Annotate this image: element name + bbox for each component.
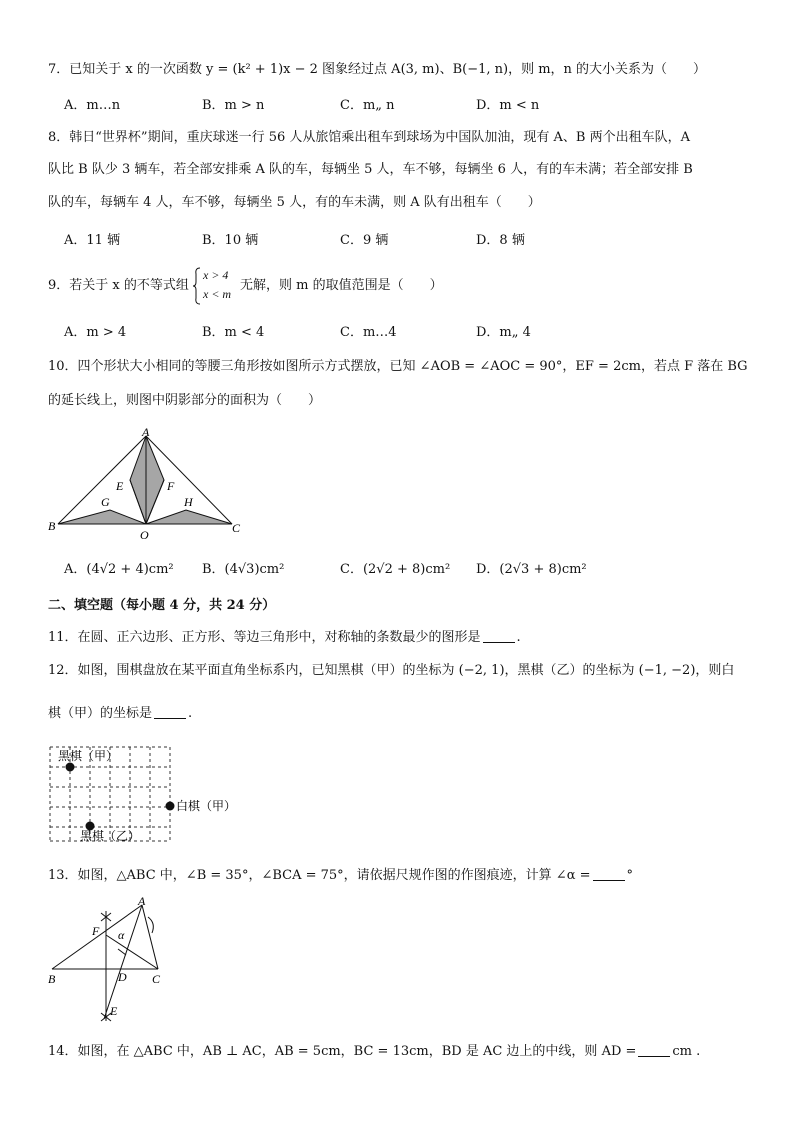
q12-go-board-figure bbox=[48, 744, 248, 844]
label-c: C bbox=[232, 521, 241, 535]
q10-option-c: C．(2√2 + 8)cm² bbox=[340, 562, 451, 577]
q9-prefix: 9．若关于 x 的不等式组 bbox=[48, 278, 189, 293]
label-o: O bbox=[140, 528, 149, 542]
q12-answer-blank bbox=[154, 704, 186, 719]
label-d: D bbox=[118, 970, 127, 984]
label-h: H bbox=[184, 495, 193, 509]
q8-option-d: D．8 辆 bbox=[476, 233, 525, 248]
q13-answer-blank bbox=[593, 866, 625, 881]
left-brace-icon bbox=[192, 266, 202, 306]
q14-text: 14．如图，在 △ABC 中，AB ⊥ AC，AB = 5cm，BC = 13cm，BD 是 AC 边上的中线，则 AD = bbox=[48, 1044, 637, 1059]
q9-option-d: D．m„ 4 bbox=[476, 325, 531, 340]
q12-line-2: 棋（甲）的坐标是 . bbox=[48, 706, 193, 721]
q8-line-1: 8．韩日“世界杯”期间，重庆球迷一行 56 人从旅馆乘出租车到球场为中国队加油，现有 A、B 两个出租车队，A bbox=[48, 130, 690, 145]
q8-option-a: A．11 辆 bbox=[64, 233, 121, 248]
q13-text: 13．如图，△ABC 中，∠B = 35°，∠BCA = 75°，请依据尺规作图的作图痕迹，计算 ∠α = bbox=[48, 868, 591, 883]
q7-stem: 7．已知关于 x 的一次函数 y = (k² + 1)x − 2 图象经过点 A(3, m)、B(−1, n)，则 m，n 的大小关系为（ ） bbox=[48, 62, 707, 77]
label-black-yi: 黑棋（乙） bbox=[80, 829, 141, 843]
shaded-triangle-bottom-left bbox=[58, 510, 146, 524]
label-c: C bbox=[152, 972, 161, 986]
q12-line-1: 12．如图，围棋盘放在某平面直角坐标系内，已知黑棋（甲）的坐标为 (−2, 1)，黑棋（乙）的坐标为 (−1, −2)，则白 bbox=[48, 663, 735, 678]
label-alpha: α bbox=[118, 928, 125, 942]
q10-option-a: A．(4√2 + 4)cm² bbox=[64, 562, 174, 577]
shaded-triangle-right bbox=[146, 436, 164, 524]
label-black-jia: 黑棋（甲） bbox=[58, 749, 119, 763]
section-heading: 二、填空题（每小题 4 分，共 24 分） bbox=[48, 598, 276, 613]
label-e: E bbox=[116, 479, 124, 493]
q13-construction-figure bbox=[44, 893, 174, 1028]
black-stone-jia bbox=[66, 763, 75, 772]
label-b: B bbox=[48, 972, 56, 986]
q14: 14．如图，在 △ABC 中，AB ⊥ AC，AB = 5cm，BC = 13cm，BD 是 AC 边上的中线，则 AD = cm . bbox=[48, 1044, 701, 1059]
white-stone-jia bbox=[166, 802, 175, 811]
q8-option-b: B．10 辆 bbox=[202, 233, 259, 248]
shaded-triangle-bottom-right bbox=[146, 510, 232, 524]
construction-tick bbox=[118, 949, 126, 955]
q10-option-d: D．(2√3 + 8)cm² bbox=[476, 562, 587, 577]
label-a: A bbox=[142, 425, 150, 439]
label-e: E bbox=[110, 1004, 118, 1018]
q10-triangles-figure bbox=[46, 424, 252, 546]
q10-option-b: B．(4√3)cm² bbox=[202, 562, 285, 577]
q11-answer-blank bbox=[483, 628, 515, 643]
q11-text: 11．在圆、正六边形、正方形、等边三角形中，对称轴的条数最少的图形是 bbox=[48, 630, 481, 645]
label-b: B bbox=[48, 519, 56, 533]
q13: 13．如图，△ABC 中，∠B = 35°，∠BCA = 75°，请依据尺规作图的作图痕迹，计算 ∠α = ° bbox=[48, 868, 633, 883]
label-f: F bbox=[167, 479, 175, 493]
q10-line-2: 的延长线上，则图中阴影部分的面积为（ ） bbox=[48, 393, 322, 408]
q9-suffix: 无解，则 m 的取值范围是（ ） bbox=[240, 278, 443, 293]
q7-option-c: C．m„ n bbox=[340, 98, 395, 113]
label-white-jia: 白棋（甲） bbox=[176, 799, 237, 813]
q9-option-b: B．m < 4 bbox=[202, 325, 265, 340]
q9-inequality-1: x > 4 bbox=[203, 268, 229, 282]
q14-answer-blank bbox=[638, 1042, 670, 1057]
q8-line-2: 队比 B 队少 3 辆车，若全部安排乘 A 队的车，每辆坐 5 人，车不够，每辆坐 6 人，有的车未满；若全部安排 B bbox=[48, 162, 693, 177]
q7-option-a: A．m…n bbox=[64, 98, 121, 113]
q9-inequality-system bbox=[192, 266, 240, 306]
q7-option-b: B．m > n bbox=[202, 98, 265, 113]
segment-ac bbox=[142, 905, 158, 969]
q9-option-a: A．m > 4 bbox=[64, 325, 127, 340]
label-f: F bbox=[92, 924, 100, 938]
q9-option-c: C．m…4 bbox=[340, 325, 397, 340]
q9-inequality-2: x < m bbox=[203, 287, 232, 301]
segment-fc bbox=[106, 935, 158, 969]
segment-ae bbox=[104, 905, 142, 1019]
q8-line-3: 队的车，每辆车 4 人，车不够，每辆坐 5 人，有的车未满，则 A 队有出租车（ ） bbox=[48, 195, 541, 210]
q8-option-c: C．9 辆 bbox=[340, 233, 389, 248]
q11: 11．在圆、正六边形、正方形、等边三角形中，对称轴的条数最少的图形是 . bbox=[48, 630, 521, 645]
q7-option-d: D．m < n bbox=[476, 98, 540, 113]
q10-line-1: 10．四个形状大小相同的等腰三角形按如图所示方式摆放，已知 ∠AOB = ∠AOC = 90°，EF = 2cm，若点 F 落在 BG bbox=[48, 359, 748, 374]
label-g: G bbox=[101, 495, 110, 509]
label-a: A bbox=[138, 894, 146, 908]
